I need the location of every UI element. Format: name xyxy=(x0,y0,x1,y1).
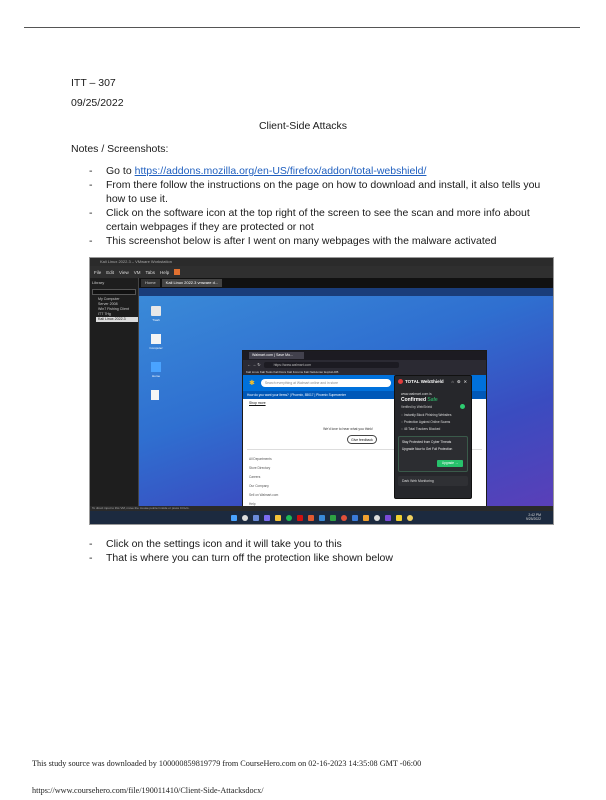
embedded-screenshot xyxy=(89,257,554,525)
chrome-icon xyxy=(308,515,314,521)
vm-library-panel xyxy=(90,278,139,516)
webshield-feature: ○ 45 Total Trackers Blocked xyxy=(395,424,471,431)
webshield-feature: ○ Protection Against Online Scams xyxy=(395,417,471,424)
webshield-logo-icon xyxy=(398,379,403,384)
walmart-subbar: How do you want your items? | Phoenix, 85017 | Phoenix Supercenter xyxy=(243,391,486,399)
walmart-footer-links: All Departments Store Directory Careers Our Company Sell on Walmart.com Help xyxy=(249,457,279,506)
app-icon xyxy=(407,515,413,521)
app-icon xyxy=(319,515,325,521)
bookmarks-bar: Kali Linux Kali Tools Kali Docs Kali Forums Kali NetHunter Exploit-DB xyxy=(243,369,486,375)
webshield-upsell: Stay Protected from Cyber Threats Upgrade Now to Get Full Protection Upgrade → xyxy=(398,436,468,472)
document-title: Client-Side Attacks xyxy=(258,120,348,132)
webshield-popup xyxy=(394,375,472,499)
instructions-list xyxy=(89,164,549,248)
app-icon xyxy=(374,515,380,521)
app-icon xyxy=(330,515,336,521)
app-icon xyxy=(352,515,358,521)
app-icon xyxy=(363,515,369,521)
vm-menubar xyxy=(90,266,553,278)
browser-url: https://www.walmart.com xyxy=(264,362,399,368)
list-item xyxy=(89,206,549,234)
search-icon xyxy=(242,515,248,521)
vm-statusbar: To direct input to this VM, move the mouse pointer inside or press Ctrl+G. xyxy=(90,506,553,511)
menu-view: View xyxy=(119,269,129,275)
menu-tabs: Tabs xyxy=(145,269,155,275)
library-item: Win7 Fishing Client xyxy=(98,307,129,311)
bullet-dash: - xyxy=(89,235,93,247)
webshield-brand: TOTAL WebShield xyxy=(405,378,444,384)
webshield-feature: ○ Instantly Block Phishing Websites xyxy=(395,410,471,417)
windows-taskbar xyxy=(90,511,553,524)
course-code: ITT – 307 xyxy=(71,77,116,89)
list-item xyxy=(89,234,549,248)
menu-vm: VM xyxy=(133,269,141,275)
library-item: Server 2008 xyxy=(98,302,118,306)
library-search xyxy=(92,289,136,295)
computer-icon: Computer xyxy=(151,334,161,344)
spotify-icon xyxy=(286,515,292,521)
taskbar-clock: 2:42 PM 9/25/2022 xyxy=(525,513,541,521)
list-item xyxy=(89,537,549,551)
vm-tab-home: Home xyxy=(141,279,160,287)
vm-tab-kali: Kali Linux 2022.3 vmware d... xyxy=(162,279,222,287)
list-item xyxy=(89,164,549,178)
walmart-search: Search everything at Walmart online and in store xyxy=(261,379,391,387)
start-icon xyxy=(231,515,237,521)
bullet-dash: - xyxy=(89,538,93,550)
dark-web-monitoring: Dark Web Monitoring xyxy=(398,476,468,486)
app-icon xyxy=(341,515,347,521)
download-notice: This study source was downloaded by 100000859819779 from CourseHero.com on 02-16-2023 14:35:08 GMT -06:00 xyxy=(32,759,422,768)
webshield-header-icons: ⌂ ⚙ ✕ xyxy=(451,378,468,384)
notes-heading: Notes / Screenshots: xyxy=(71,143,169,155)
file-icon xyxy=(151,390,159,400)
webshield-site: www.walmart.com is xyxy=(401,392,432,396)
bullet-dash: - xyxy=(89,552,93,564)
weather-widget xyxy=(94,514,111,525)
settings-list xyxy=(89,537,549,565)
list-item xyxy=(89,551,549,565)
list-item-text: Click on the software icon at the top right of the screen to see the scan and more info about certain webpages if they are protected or not xyxy=(106,207,530,233)
webshield-header xyxy=(395,376,471,386)
walmart-spark-icon: ✱ xyxy=(249,380,255,387)
visual-studio-icon xyxy=(385,515,391,521)
list-item-text: From there follow the instructions on the page on how to download and install, it also tells you how to use it. xyxy=(106,179,541,205)
bullet-dash: - xyxy=(89,207,93,219)
menu-help: Help xyxy=(159,269,170,275)
bullet-dash: - xyxy=(89,165,93,177)
vm-titlebar xyxy=(90,258,553,266)
upgrade-button: Upgrade → xyxy=(437,460,463,467)
taskview-icon xyxy=(253,515,259,521)
menu-edit: Edit xyxy=(106,269,115,275)
folder-icon xyxy=(275,515,281,521)
list-item-text: This screenshot below is after I went on many webpages with the malware activated xyxy=(106,235,497,247)
nav-controls-icon: ← → ↻ xyxy=(247,362,261,367)
document-date: 09/25/2022 xyxy=(71,97,124,109)
webshield-verified: Verified by WebShield xyxy=(395,404,471,410)
browser-navbar xyxy=(243,360,486,369)
app-icon xyxy=(297,515,303,521)
header-rule xyxy=(24,27,580,28)
library-item: ITT 7Hg xyxy=(98,312,111,316)
browser-tab: Walmart.com | Save Mo... xyxy=(249,352,304,359)
library-header: Library xyxy=(92,280,105,285)
feedback-prompt: We'd love to hear what you think! xyxy=(323,427,373,431)
list-item-text: That is where you can turn off the protection like shown below xyxy=(106,552,393,564)
menu-file: File xyxy=(94,269,102,275)
walmart-link: Shop more xyxy=(249,401,266,405)
list-item xyxy=(89,178,549,206)
vm-tabs xyxy=(139,278,553,288)
library-item-selected: Kali Linux 2022.3 xyxy=(96,317,138,322)
home-folder-icon: Home xyxy=(151,362,161,372)
addon-link[interactable]: https://addons.mozilla.org/en-US/firefox/addon/total-webshield/ xyxy=(134,165,427,177)
guest-panel xyxy=(139,288,553,296)
feedback-button: Give feedback xyxy=(347,435,377,444)
browser-tabbar xyxy=(243,351,486,360)
pause-icon xyxy=(174,269,180,275)
check-icon xyxy=(460,404,465,409)
vm-title-text: Kali Linux 2022.3 – VMware Workstation xyxy=(100,259,172,264)
trash-icon: Trash xyxy=(151,306,161,316)
list-item-text: Go to xyxy=(106,165,135,177)
list-item-text: Click on the settings icon and it will take you to this xyxy=(106,538,342,550)
guest-desktop xyxy=(139,296,553,506)
sticky-notes-icon xyxy=(396,515,402,521)
chat-icon xyxy=(264,515,270,521)
bullet-dash: - xyxy=(89,179,93,191)
source-url[interactable]: https://www.coursehero.com/file/190011410/Client-Side-Attacksdocx/ xyxy=(32,786,264,795)
webshield-status: Confirmed Safe xyxy=(401,397,438,403)
library-item: My Computer xyxy=(98,297,120,301)
